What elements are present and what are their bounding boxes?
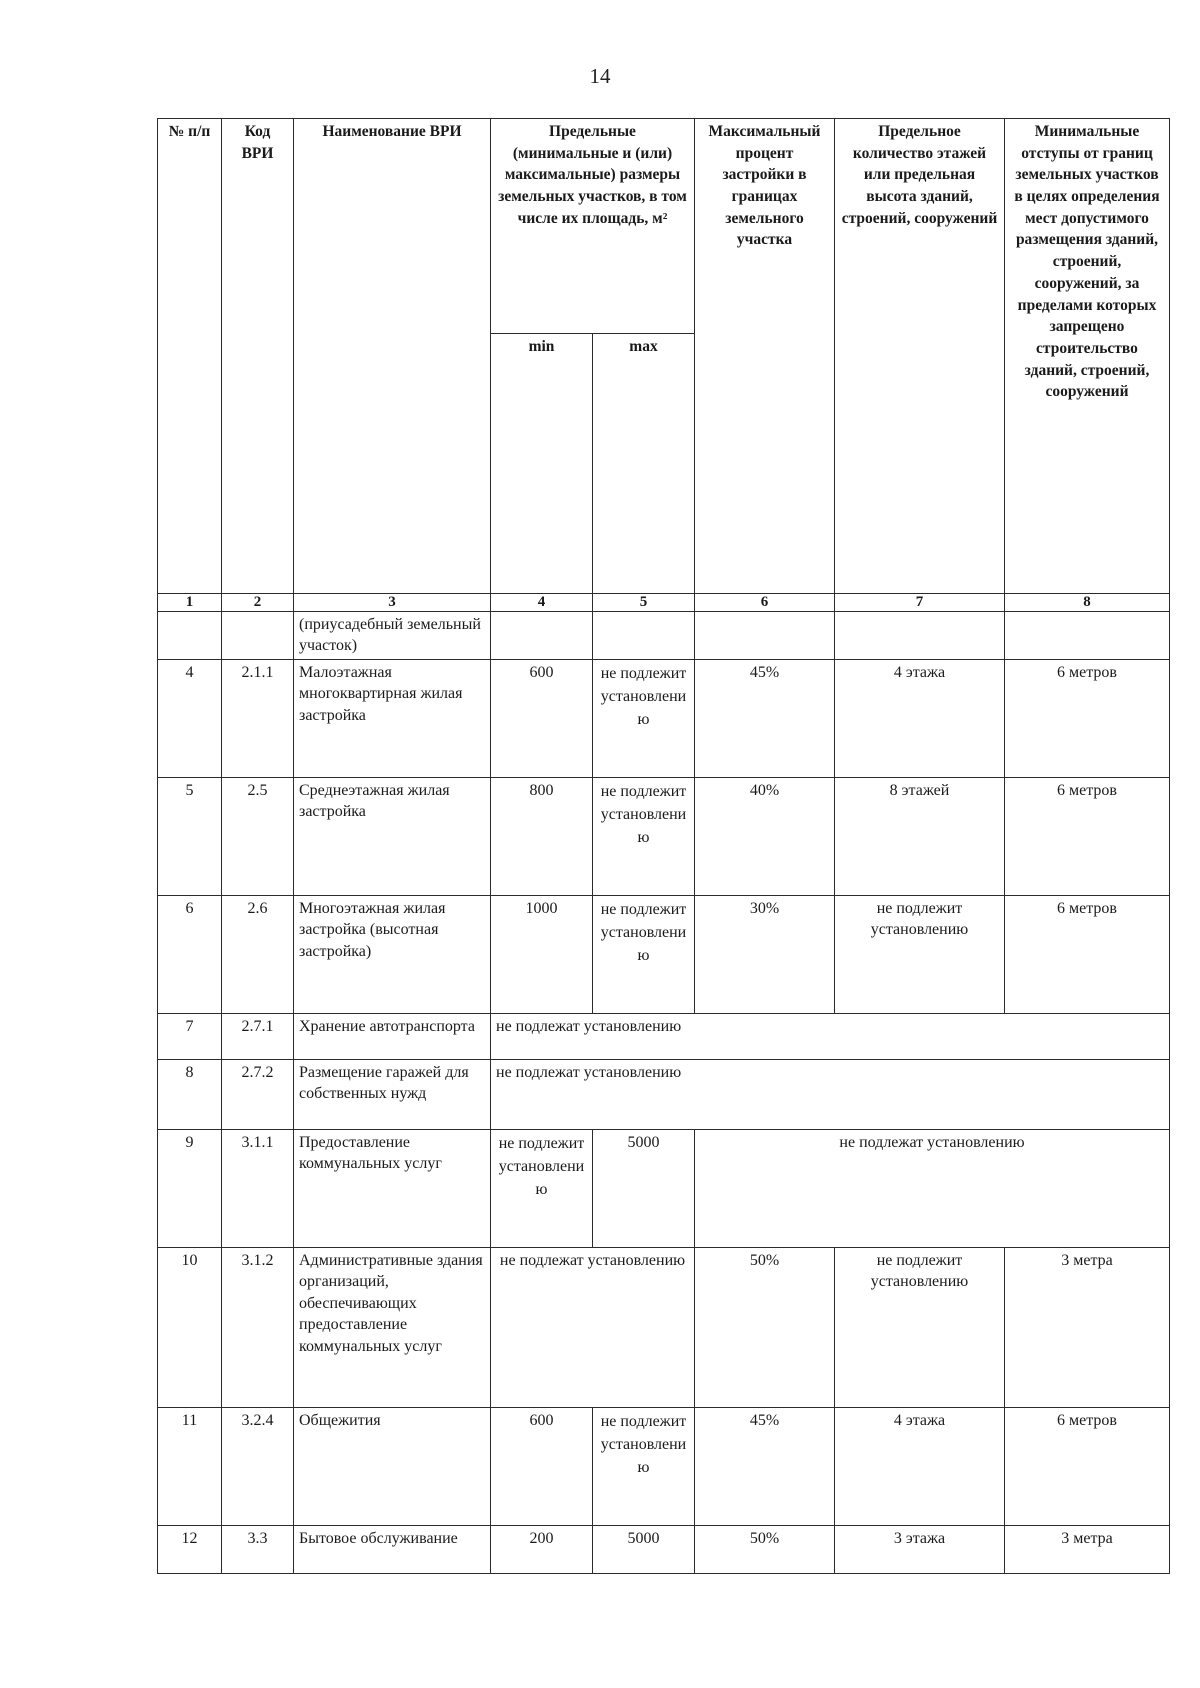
cell-name: Хранение автотранспорта [294,1013,491,1059]
column-number: 3 [294,594,491,612]
cell-min: 800 [491,777,593,895]
cell-percent: 30% [695,895,835,1013]
cell-number: 4 [158,659,222,777]
table-row [158,611,1170,659]
cell-number: 9 [158,1129,222,1247]
cell-min: 200 [491,1525,593,1573]
cell-min: 600 [491,659,593,777]
cell-min: 600 [491,1407,593,1525]
column-number: 7 [835,594,1005,612]
cell-name: Среднеэтажная жилая застройка [294,777,491,895]
cell-number: 8 [158,1059,222,1129]
cell-setback: 3 метра [1005,1525,1170,1573]
cell-code: 3.1.2 [222,1247,294,1407]
cell-max: не подлежит установлению [593,659,695,777]
column-number: 1 [158,594,222,612]
cell-merged-note: не подлежат установлению [491,1013,1170,1059]
header-plot-size: Предельные (минимальные и (или) максимальные) размеры земельных участков, в том числе их площадь, м² [491,119,695,334]
cell-code: 3.2.4 [222,1407,294,1525]
column-number: 2 [222,594,294,612]
cell-setback: 6 метров [1005,895,1170,1013]
cell-name: Общежития [294,1407,491,1525]
header-max: max [593,334,695,594]
cell-setback: 3 метра [1005,1247,1170,1407]
cell-max: не подлежит установлению [593,895,695,1013]
cell-name: Размещение гаражей для собственных нужд [294,1059,491,1129]
cell-floors: 3 этажа [835,1525,1005,1573]
cell-name: Предоставление коммунальных услуг [294,1129,491,1247]
cell-name: Административные здания организаций, обеспечивающих предоставление коммунальных услуг [294,1247,491,1407]
cell-setback: 6 метров [1005,777,1170,895]
cell-number: 10 [158,1247,222,1407]
zoning-parameters-table [157,118,1170,1574]
column-numbers-row [158,594,1170,612]
cell-percent: 45% [695,659,835,777]
cell-percent: 50% [695,1247,835,1407]
table-row [158,1407,1170,1525]
cell-floors: не подлежит установлению [835,895,1005,1013]
cell-code: 2.1.1 [222,659,294,777]
table-header [158,119,1170,594]
cell-minmax-merged: не подлежат установлению [491,1247,695,1407]
cell-code: 2.6 [222,895,294,1013]
cell-name: Малоэтажная многоквартирная жилая застройка [294,659,491,777]
page-number: 14 [589,64,611,88]
table-row [158,1059,1170,1129]
cell-number: 12 [158,1525,222,1573]
header-row-number: № п/п [158,119,222,594]
cell-floors: 4 этажа [835,659,1005,777]
cell-percent: 40% [695,777,835,895]
cell-max: 5000 [593,1129,695,1247]
cell-code: 2.5 [222,777,294,895]
header-name: Наименование ВРИ [294,119,491,594]
cell-floors: не подлежит установлению [835,1247,1005,1407]
column-number: 6 [695,594,835,612]
cell-min: не подлежит установлению [491,1129,593,1247]
table-row [158,895,1170,1013]
cell-max: 5000 [593,1525,695,1573]
header-min: min [491,334,593,594]
cell-max: не подлежит установлению [593,1407,695,1525]
cell-setback: 6 метров [1005,1407,1170,1525]
header-setbacks: Минимальные отступы от границ земельных участков в целях определения мест допустимого размещения зданий, строений, сооружений, за пределами которых запрещено строительство зданий, строений, сооружений [1005,119,1170,594]
header-floors-height: Предельное количество этажей или предельная высота зданий, строений, сооружений [835,119,1005,594]
cell-name: Бытовое обслуживание [294,1525,491,1573]
cell-code: 3.3 [222,1525,294,1573]
cell-merged-note: не подлежат установлению [695,1129,1170,1247]
cell-code: 2.7.1 [222,1013,294,1059]
table-row [158,659,1170,777]
cell-number: 7 [158,1013,222,1059]
cell-number: 11 [158,1407,222,1525]
cell-name: Многоэтажная жилая застройка (высотная застройка) [294,895,491,1013]
header-code: Код ВРИ [222,119,294,594]
cell-number: 6 [158,895,222,1013]
table-row [158,1129,1170,1247]
cell-name: (приусадебный земельный участок) [294,611,491,659]
cell-number: 5 [158,777,222,895]
column-number: 5 [593,594,695,612]
cell-code: 2.7.2 [222,1059,294,1129]
cell-percent: 50% [695,1525,835,1573]
cell-merged-note: не подлежат установлению [491,1059,1170,1129]
header-max-percent: Максимальный процент застройки в границах земельного участка [695,119,835,594]
column-number: 4 [491,594,593,612]
cell-percent: 45% [695,1407,835,1525]
column-number: 8 [1005,594,1170,612]
table-row [158,1247,1170,1407]
cell-min: 1000 [491,895,593,1013]
cell-floors: 8 этажей [835,777,1005,895]
table-row [158,1013,1170,1059]
cell-setback: 6 метров [1005,659,1170,777]
cell-floors: 4 этажа [835,1407,1005,1525]
cell-code: 3.1.1 [222,1129,294,1247]
table-row [158,777,1170,895]
table-row [158,1525,1170,1573]
cell-max: не подлежит установлению [593,777,695,895]
